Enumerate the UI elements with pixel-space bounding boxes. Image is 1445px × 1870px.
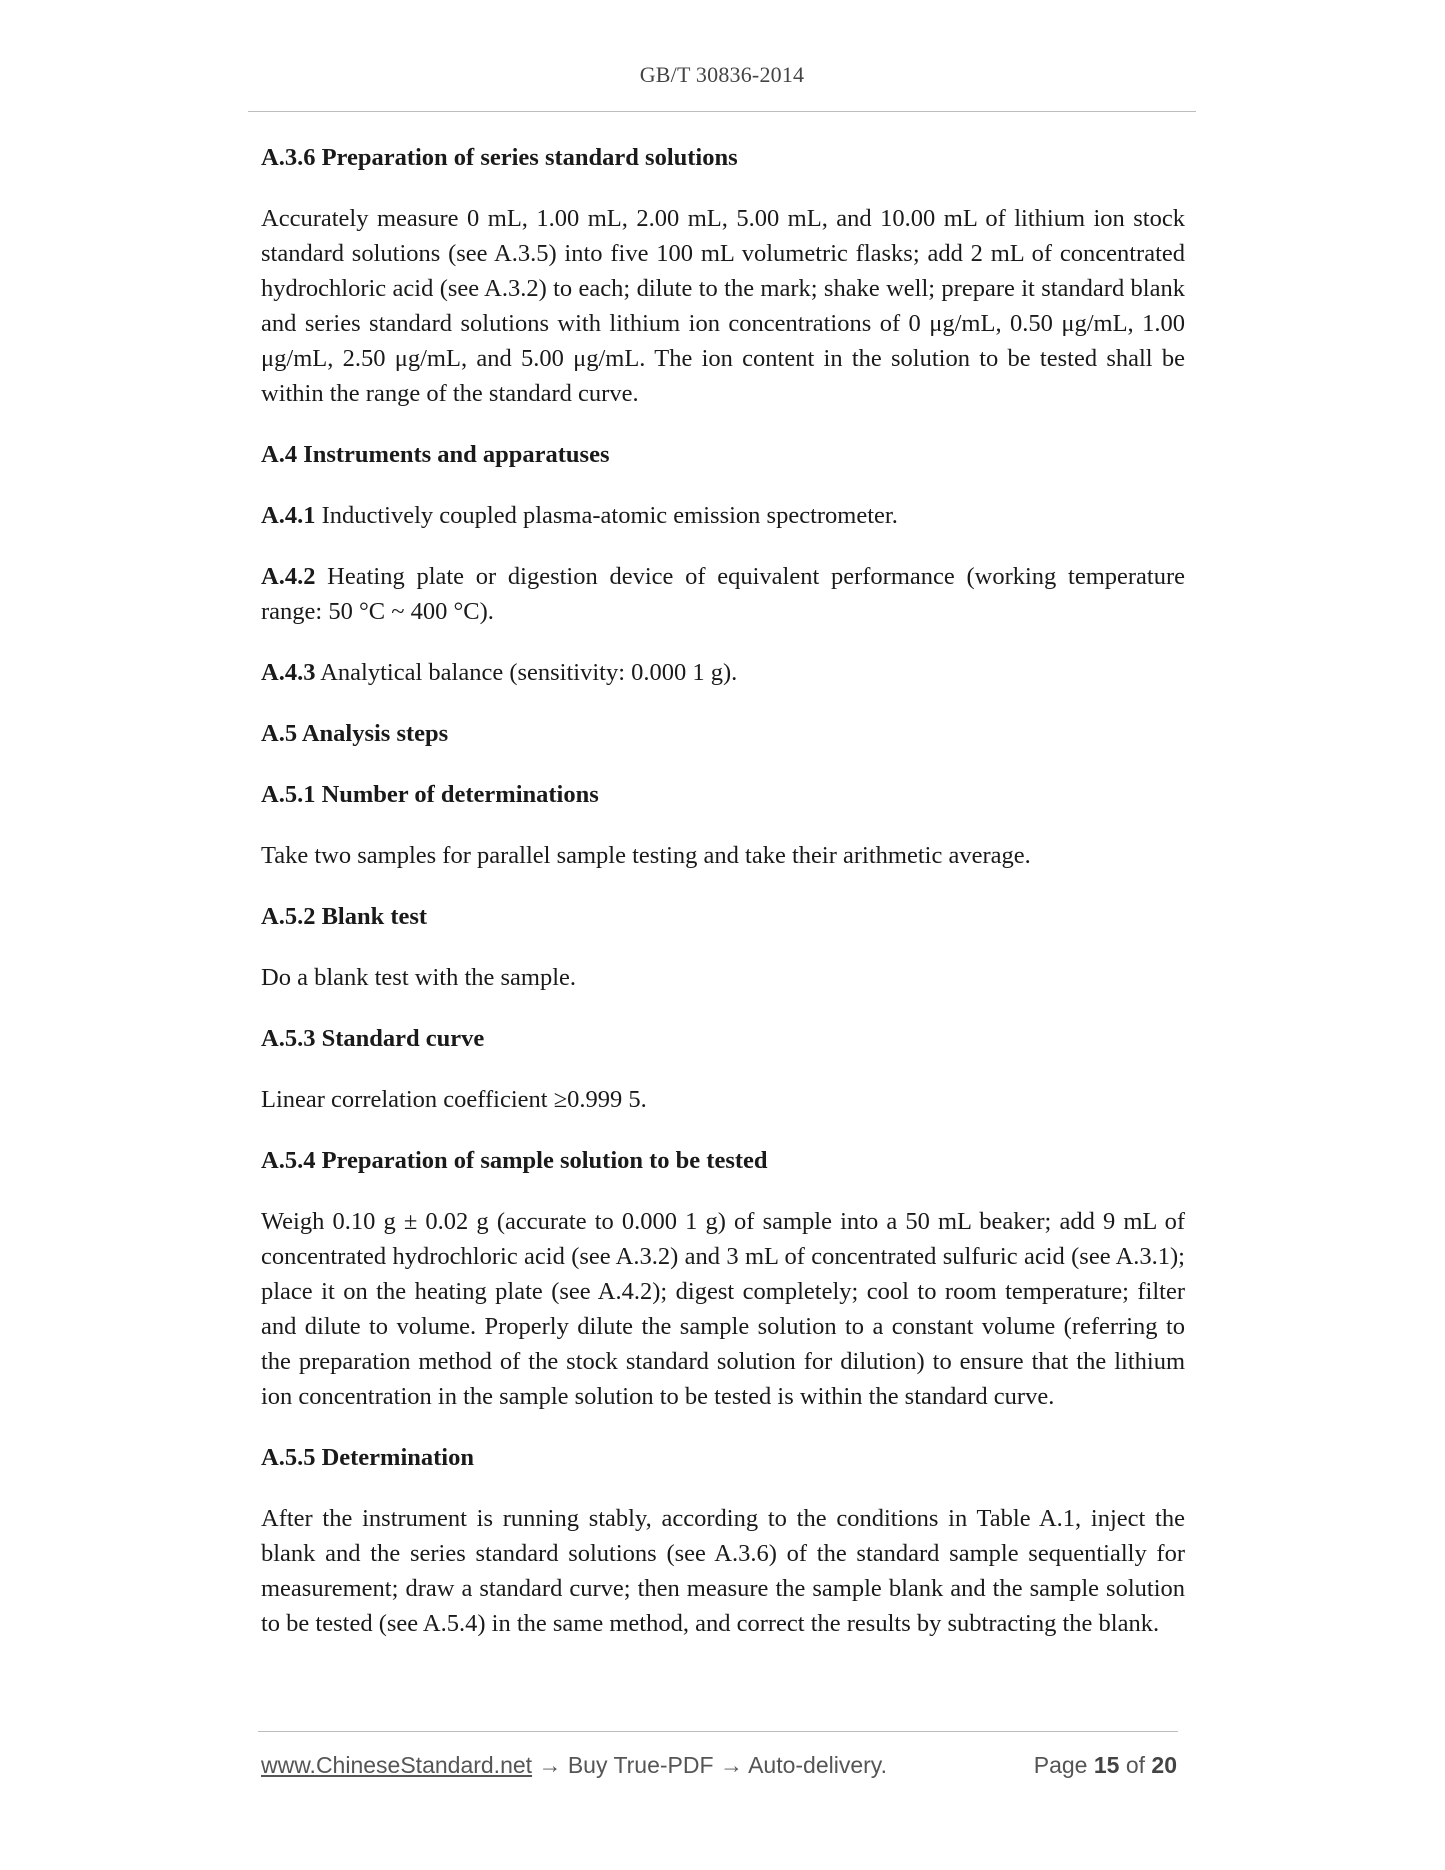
page-header: GB/T 30836-2014: [639, 62, 805, 87]
heading-a4: A.4 Instruments and apparatuses: [261, 441, 610, 468]
site-link[interactable]: www.ChineseStandard.net: [261, 1752, 533, 1778]
buy-pdf-text: Buy True-PDF: [567, 1752, 714, 1778]
heading-a53: A.5.3 Standard curve: [261, 1025, 485, 1052]
paragraph-a54: Weigh 0.10 g ± 0.02 g (accurate to 0.000 1 g) of sample into a 50 mL beaker; add 9 mL of concentrated hydrochloric acid (see A.3.2) and 3 mL of concentrated sulfuric acid (see A.3.1); place it on the heating plate (see A.4.2); digest completely; cool to room temperature; filter and dilute to volume. Properly dilute the sample solution to a constant volume (referring to the preparation method of the stock standard solution for dilution) to ensure that the lithium ion concentration in the sample solution to be tested is within the standard curve.: [261, 1208, 1185, 1410]
page-label: Page: [1033, 1752, 1088, 1778]
paragraph-a52: Do a blank test with the sample.: [261, 964, 577, 991]
page-total: 20: [1151, 1752, 1177, 1778]
heading-a51: A.5.1 Number of determinations: [261, 781, 599, 808]
paragraph-a53: Linear correlation coefficient ≥0.999 5.: [261, 1086, 647, 1113]
footer-divider: [258, 1731, 1178, 1732]
heading-a5: A.5 Analysis steps: [261, 720, 449, 747]
page-footer: [261, 1752, 1181, 1782]
auto-delivery-text: Auto-delivery.: [748, 1752, 887, 1778]
arrow-right-icon: →: [719, 1752, 743, 1778]
heading-a36: A.3.6 Preparation of series standard solutions: [261, 144, 738, 171]
clause-text: Analytical balance (sensitivity: 0.000 1 g).: [320, 659, 738, 686]
clause-number: A.4.3: [261, 659, 316, 686]
of-label: of: [1125, 1752, 1146, 1778]
paragraph-a43: [261, 655, 1185, 690]
paragraph-a42: [261, 559, 1185, 629]
arrow-right-icon: →: [538, 1752, 562, 1778]
clause-text: Inductively coupled plasma-atomic emission spectrometer.: [321, 502, 898, 529]
heading-a55: A.5.5 Determination: [261, 1444, 474, 1471]
paragraph-a41: [261, 498, 1185, 533]
paragraph-a51: Take two samples for parallel sample testing and take their arithmetic average.: [261, 842, 1031, 869]
clause-text: Heating plate or digestion device of equivalent performance (working temperature range: 50 °C ~ 400 °C).: [261, 563, 1185, 625]
page-current: 15: [1093, 1752, 1120, 1778]
page-number: [1034, 1752, 1177, 1779]
heading-a54: A.5.4 Preparation of sample solution to be tested: [261, 1147, 768, 1174]
paragraph-a36: Accurately measure 0 mL, 1.00 mL, 2.00 mL, 5.00 mL, and 10.00 mL of lithium ion stock standard solutions (see A.3.5) into five 100 mL volumetric flasks; add 2 mL of concentrated hydrochloric acid (see A.3.2) to each; dilute to the mark; shake well; prepare it standard blank and series standard solutions with lithium ion concentrations of 0 μg/mL, 0.50 μg/mL, 1.00 μg/mL, 2.50 μg/mL, and 5.00 μg/mL. The ion content in the solution to be tested shall be within the range of the standard curve.: [261, 205, 1185, 407]
header-divider: [248, 111, 1196, 112]
clause-number: A.4.2: [261, 563, 316, 590]
paragraph-a55: After the instrument is running stably, according to the conditions in Table A.1, inject the blank and the series standard solutions (see A.3.6) of the standard sample sequentially for measurement; draw a standard curve; then measure the sample blank and the sample solution to be tested (see A.5.4) in the same method, and correct the results by subtracting the blank.: [261, 1505, 1185, 1637]
clause-number: A.4.1: [261, 502, 316, 529]
footer-promo: [261, 1752, 887, 1779]
document-body: [261, 140, 1185, 1667]
heading-a52: A.5.2 Blank test: [261, 903, 428, 930]
